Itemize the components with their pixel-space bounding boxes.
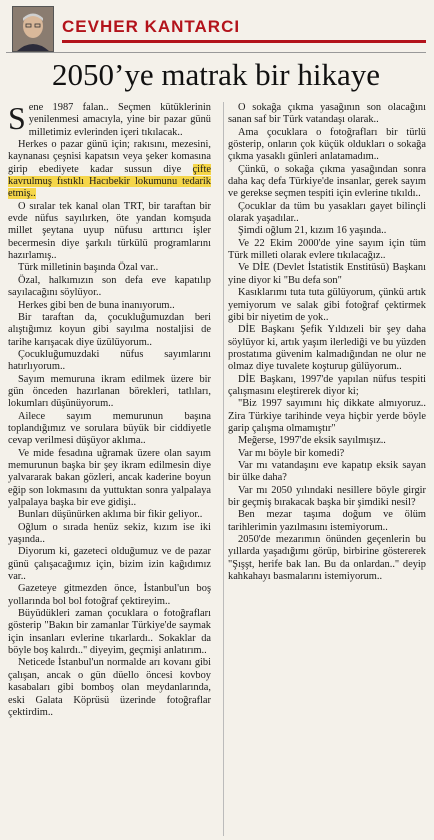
paragraph: Bunları düşünürken aklıma bir fikir geliyor..: [18, 509, 203, 521]
author-name: CEVHER KANTARCI: [62, 17, 241, 36]
paragraph: 2050'de mezarımın önünden geçenlerin bu yıllarda yaşadığımı görüp, birbirine göstererek "Şışşt, herife bak lan. Bu da onlardan.." deyip kahkahayı basmalarını istemiyorum..: [228, 534, 426, 583]
paragraph: Var mı böyle bir komedi?: [238, 447, 345, 459]
header-rule: [62, 40, 426, 43]
paragraph: Özal, halkımızın son defa eve kapatılıp sayılacağını söylüyor..: [8, 274, 211, 299]
paragraph: "Biz 1997 sayımını hiç dikkate almıyoruz.. Zira Türkiye tarihinde veya hiçbir yerde böyle garip çalışma olmamıştır": [228, 398, 426, 434]
paragraph: Var mı 2050 yılındaki nesillere böyle girgir bir geçmiş bırakacak başka bir şimdiki nesil?: [228, 484, 426, 508]
paragraph: DİE Başkanı, 1997'de yapılan nüfus tespiti çalışmasını eleştirerek diyor ki;: [228, 373, 426, 397]
article-body: [8, 102, 426, 836]
paragraph: Gazeteye gitmezden önce, İstanbul'un boş yollarında bol bol fotoğraf çektireyim..: [8, 583, 211, 607]
paragraph: Oğlum o sırada henüz sekiz, kızım ise iki yaşında..: [8, 521, 211, 546]
drop-cap: S: [8, 102, 26, 136]
paragraph: Herkes o pazar günü için; rakısını, mezesini, kaynanası çeşnisi kapatsın veya şeker komasına girip ebediyete kadar sussun diye çifte kavrulmuş fıstıklı Hacıbekir lokumunu tedarik etmiş..: [8, 139, 211, 200]
paragraph: Çünkü, o sokağa çıkma yasağından sonra daha kaç defa Türkiye'de insanlar, gerek sayım ve gerekse seçmen tespiti için evlerine tıkıldı..: [228, 163, 426, 200]
author-avatar: [12, 6, 54, 52]
paragraph: O sokağa çıkma yasağının son olacağını sanan saf bir Türk vatandaşı olarak..: [228, 102, 426, 126]
paragraph: Ve DİE (Devlet İstatistik Enstitüsü) Başkanı yine diyor ki "Bu defa son": [228, 262, 426, 286]
paragraph: DİE Başkanı Şefik Yıldızeli bir şey daha söylüyor ki, artık yaşım ilerlediği ve bu yüzden prostatıma güvenim kalmadığından ne olur ne olmaz diye tuvalete koşturup gülüyorum..: [228, 324, 426, 373]
paragraph: Sayım memuruna ikram edilmek üzere bir gün önceden hazırlanan börekleri, tatlıları, lokumları düşünüyorum..: [8, 373, 211, 410]
paragraph: Bir taraftan da, çocukluğumuzdan beri alıştığımız koyun gibi sayılma nostaljisi de tarihe karışacak diye üzülüyorum..: [8, 311, 211, 348]
paragraph: Ve mide fesadına uğramak üzere olan sayım memurunun başka bir şey ikram edilmesin diye yalvararak bakan gözleri, ancak kaderine boyun eğip son lokmasını da yuttuktan sonra yalpalaya yalpalaya başka bir eve gidişi..: [8, 447, 211, 508]
paragraph: Meğerse, 1997'de eksik sayılmışız..: [238, 435, 386, 447]
author-portrait-icon: [13, 7, 53, 51]
paragraph: Herkes gibi ben de buna inanıyorum..: [18, 299, 175, 311]
article-title: 2050’ye matrak bir hikaye: [52, 57, 380, 92]
paragraph: Türk milletinin başında Özal var..: [18, 262, 159, 274]
paragraph: Var mı vatandaşını eve kapatıp eksik sayan bir ülke daha?: [228, 459, 426, 484]
paragraph: Büyüdükleri zaman çocuklara o fotoğrafları gösterip "Bakın bir zamanlar Türkiye'de saymak için insanları evlerine tıkarlardı.. Sokaklar da böyle boş kalırdı.." diyeyim, geçmişi anlatırım..: [8, 608, 211, 657]
column-header: [6, 6, 426, 53]
paragraph: O sıralar tek kanal olan TRT, bir taraftan bir evde nüfus sayılırken, öte yandan komşuda millet şeytana uyup nüfusu arttırıcı işler becermesin diye şarkılı türkülü programlarını hazırlamış..: [8, 200, 211, 262]
paragraph: Neticede İstanbul'un normalde arı kovanı gibi çalışan, ancak o gün düello öncesi kovboy kasabaları gibi bomboş olan meydanlarında, eski Galata Köprüsü üzerinde fotoğraflar çektirdim..: [8, 657, 211, 718]
paragraph: Kasıklarımı tuta tuta gülüyorum, çünkü artık yemiyorum ve salak gibi fotoğraf çektirmek gibi bir niyetim de yok..: [228, 287, 426, 323]
paragraph: Sene 1987 falan.. Seçmen kütüklerinin yenilenmesi amacıyla, yine bir pazar günü milletimiz evlerinden içeri tıkılacak..: [8, 102, 211, 138]
paragraph: Ve 22 Ekim 2000'de yine sayım için tüm Türk milleti olarak evlere tıkılacağız..: [228, 237, 426, 262]
paragraph: Ailece sayım memurunun başına toplandığımız ve sorulara büyük bir ciddiyetle cevap verilmesi düşüyor aklıma..: [8, 410, 211, 447]
paragraph: Ama çocuklara o fotoğrafları bir türlü gösterip, onların çok küçük oldukları o sokağa çıkma yasaklı günleri anlatamadım..: [228, 126, 426, 163]
paragraph: Çocukluğumuzdaki nüfus sayımlarını hatırlıyorum..: [8, 348, 211, 373]
column-left: [8, 102, 211, 836]
column-right: [223, 102, 426, 836]
paragraph: Ben mezar taşıma doğum ve ölüm tarihlerimin yazılmasını istemiyorum..: [228, 509, 426, 533]
paragraph: Şimdi oğlum 21, kızım 16 yaşında..: [238, 225, 387, 237]
highlighted-text: çifte kavrulmuş fıstıklı Hacıbekir lokumunu tedarik etmiş..: [8, 163, 211, 200]
paragraph: Çocuklar da tüm bu yasakları gayet bilinçli olarak yaşadılar..: [228, 200, 426, 225]
paragraph: Diyorum ki, gazeteci olduğumuz ve de pazar günü çalışacağımız için, bizim izin kağıdımız var..: [8, 546, 211, 583]
